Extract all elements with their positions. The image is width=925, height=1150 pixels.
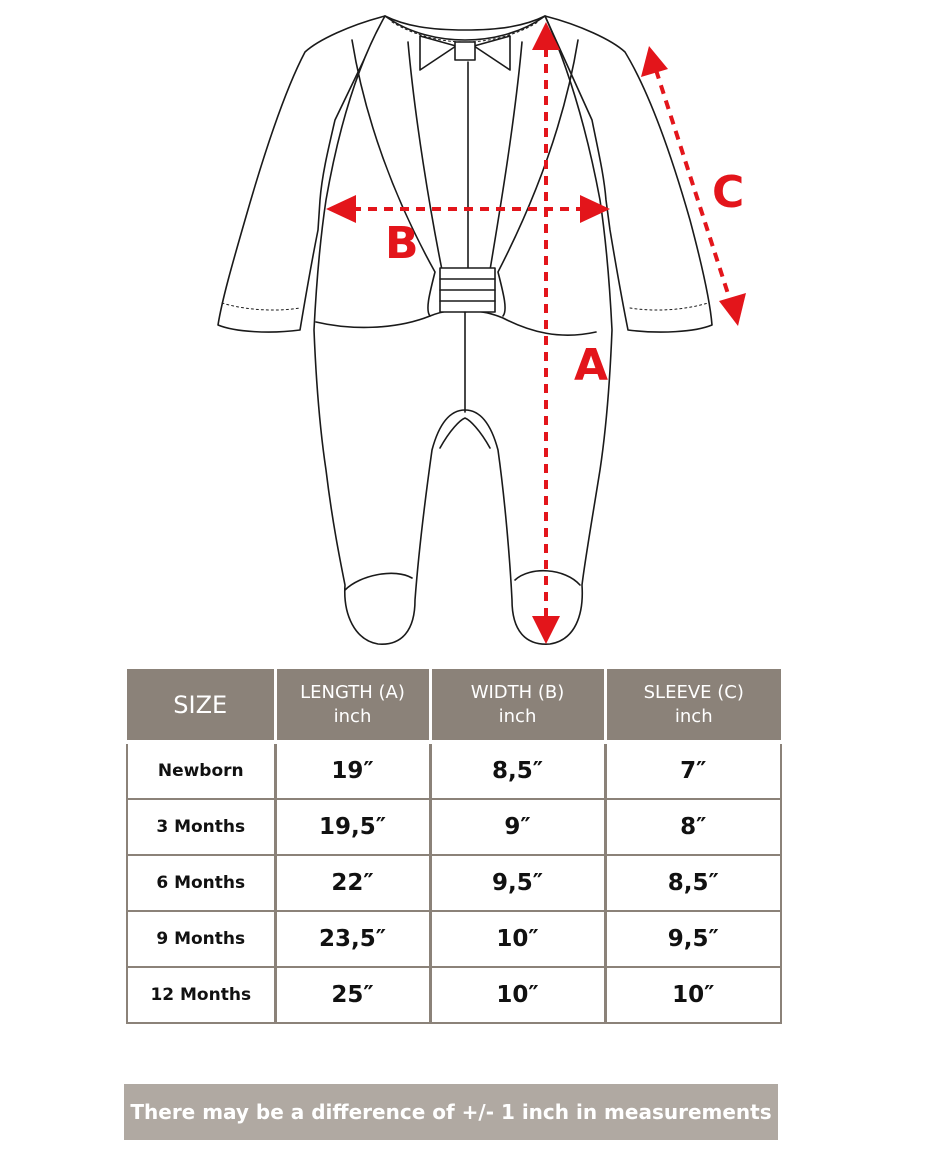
table-row: [127, 799, 781, 855]
table-row: [127, 855, 781, 911]
sleeve-cell: 8,5″: [605, 855, 781, 911]
sleeve-cell: 8″: [605, 799, 781, 855]
table-row: [127, 742, 781, 799]
header-length: LENGTH (A) inch: [275, 669, 430, 742]
size-cell: Newborn: [127, 742, 275, 799]
size-cell: 12 Months: [127, 967, 275, 1023]
length-cell: 19″: [275, 742, 430, 799]
size-chart-table: [126, 669, 782, 1024]
width-cell: 10″: [430, 967, 605, 1023]
header-size: SIZE: [127, 669, 275, 742]
size-cell: 6 Months: [127, 855, 275, 911]
width-cell: 10″: [430, 911, 605, 967]
width-cell: 9,5″: [430, 855, 605, 911]
sleeve-cell: 10″: [605, 967, 781, 1023]
width-cell: 8,5″: [430, 742, 605, 799]
width-cell: 9″: [430, 799, 605, 855]
length-cell: 22″: [275, 855, 430, 911]
size-cell: 3 Months: [127, 799, 275, 855]
size-cell: 9 Months: [127, 911, 275, 967]
sleeve-cell: 7″: [605, 742, 781, 799]
table-header-row: [127, 669, 781, 742]
length-cell: 19,5″: [275, 799, 430, 855]
length-cell: 23,5″: [275, 911, 430, 967]
table-row: [127, 911, 781, 967]
measurement-note: There may be a difference of +/- 1 inch in measurements: [124, 1084, 778, 1140]
header-sleeve: SLEEVE (C) inch: [605, 669, 781, 742]
table-row: [127, 967, 781, 1023]
label-b: B: [385, 218, 419, 269]
length-cell: 25″: [275, 967, 430, 1023]
onesie-body: [314, 16, 612, 644]
label-a: A: [574, 340, 609, 391]
label-c: C: [712, 167, 745, 218]
header-width: WIDTH (B) inch: [430, 669, 605, 742]
sleeve-cell: 9,5″: [605, 911, 781, 967]
onesie-outline: [218, 16, 712, 644]
